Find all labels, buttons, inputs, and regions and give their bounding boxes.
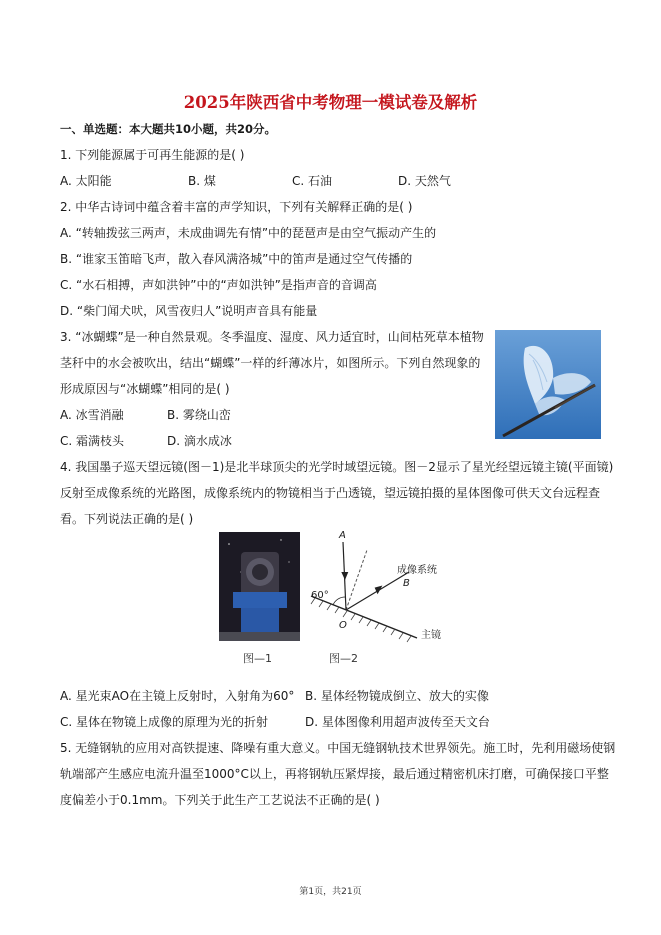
- point-a-label: A: [339, 530, 346, 541]
- q3-option-d: D. 滴水成冰: [167, 434, 232, 448]
- q5-stem-line2: 轨端部产生感应电流升温至1000°C以上，再将钢轨压紧焊接，最后通过精密机床打磨，可确保接口平整: [60, 767, 609, 781]
- angle-label: 60°: [311, 590, 329, 601]
- q1-option-d: D. 天然气: [398, 174, 451, 188]
- q3-option-b: B. 雾绕山峦: [167, 408, 231, 422]
- section-heading: 一、单选题：本大题共10小题，共20分。: [60, 122, 277, 136]
- q1-option-c: C. 石油: [292, 174, 333, 188]
- fig1-label: 图—1: [243, 652, 272, 665]
- optical-path-diagram: [305, 528, 465, 646]
- point-o-label: O: [339, 620, 347, 631]
- q4-stem-line3: 看。下列说法正确的是( ): [60, 512, 194, 526]
- q3-stem-line3: 形成原因与“冰蝴蝶”相同的是( ): [60, 382, 230, 396]
- q5-stem-line3: 度偏差小于0.1mm。下列关于此生产工艺说法不正确的是( ): [60, 793, 380, 807]
- ice-butterfly-photo: [495, 330, 601, 439]
- q5-stem-line1: 5. 无缝钢轨的应用对高铁提速、降噪有重大意义。中国无缝钢轨技术世界领先。施工时，先利用磁场使钢: [60, 741, 616, 755]
- q1-option-a: A. 太阳能: [60, 174, 112, 188]
- page-title: 2025年陕西省中考物理一模试卷及解析: [183, 93, 478, 112]
- q3-option-a: A. 冰雪消融: [60, 408, 124, 422]
- q2-option-d: D. “柴门闻犬吠，风雪夜归人”说明声音具有能量: [60, 304, 318, 318]
- q4-stem-line2: 反射至成像系统的光路图，成像系统内的物镜相当于凸透镜，望远镜拍摄的星体图像可供天文台远程查: [60, 486, 601, 500]
- q4-option-d: D. 星体图像利用超声波传至天文台: [305, 715, 490, 729]
- q4-option-a: A. 星光束AO在主镜上反射时，入射角为60°: [60, 689, 295, 703]
- q2-stem: 2. 中华古诗词中蕴含着丰富的声学知识，下列有关解释正确的是( ): [60, 200, 413, 214]
- q2-option-b: B. “谁家玉笛暗飞声，散入春风满洛城”中的笛声是通过空气传播的: [60, 252, 413, 266]
- q2-option-a: A. “转轴拨弦三两声，未成曲调先有情”中的琵琶声是由空气振动产生的: [60, 226, 437, 240]
- q2-option-c: C. “水石相搏，声如洪钟”中的“声如洪钟”是指声音的音调高: [60, 278, 377, 292]
- telescope-photo: [219, 532, 300, 641]
- q4-option-c: C. 星体在物镜上成像的原理为光的折射: [60, 715, 269, 729]
- q3-stem-line1: 3. “冰蝴蝶”是一种自然景观。冬季温度、湿度、风力适宜时，山间枯死草本植物: [60, 330, 484, 344]
- q4-option-b: B. 星体经物镜成倒立、放大的实像: [305, 689, 489, 703]
- q3-option-c: C. 霜满枝头: [60, 434, 125, 448]
- point-b-label: B: [403, 578, 410, 589]
- q1-option-b: B. 煤: [188, 174, 216, 188]
- q1-stem: 1. 下列能源属于可再生能源的是( ): [60, 148, 245, 162]
- q3-stem-line2: 茎秆中的水会被吹出，结出“蝴蝶”一样的纤薄冰片，如图所示。下列自然现象的: [60, 356, 481, 370]
- imaging-system-label: 成像系统: [397, 565, 437, 576]
- page-footer: 第1页，共21页: [299, 887, 362, 897]
- fig2-label: 图—2: [329, 652, 358, 665]
- mirror-label: 主镜: [421, 630, 441, 641]
- q4-stem-line1: 4. 我国墨子巡天望远镜(图－1)是北半球顶尖的光学时域望远镜。图－2显示了星光经望远镜主镜(平面镜): [60, 460, 614, 474]
